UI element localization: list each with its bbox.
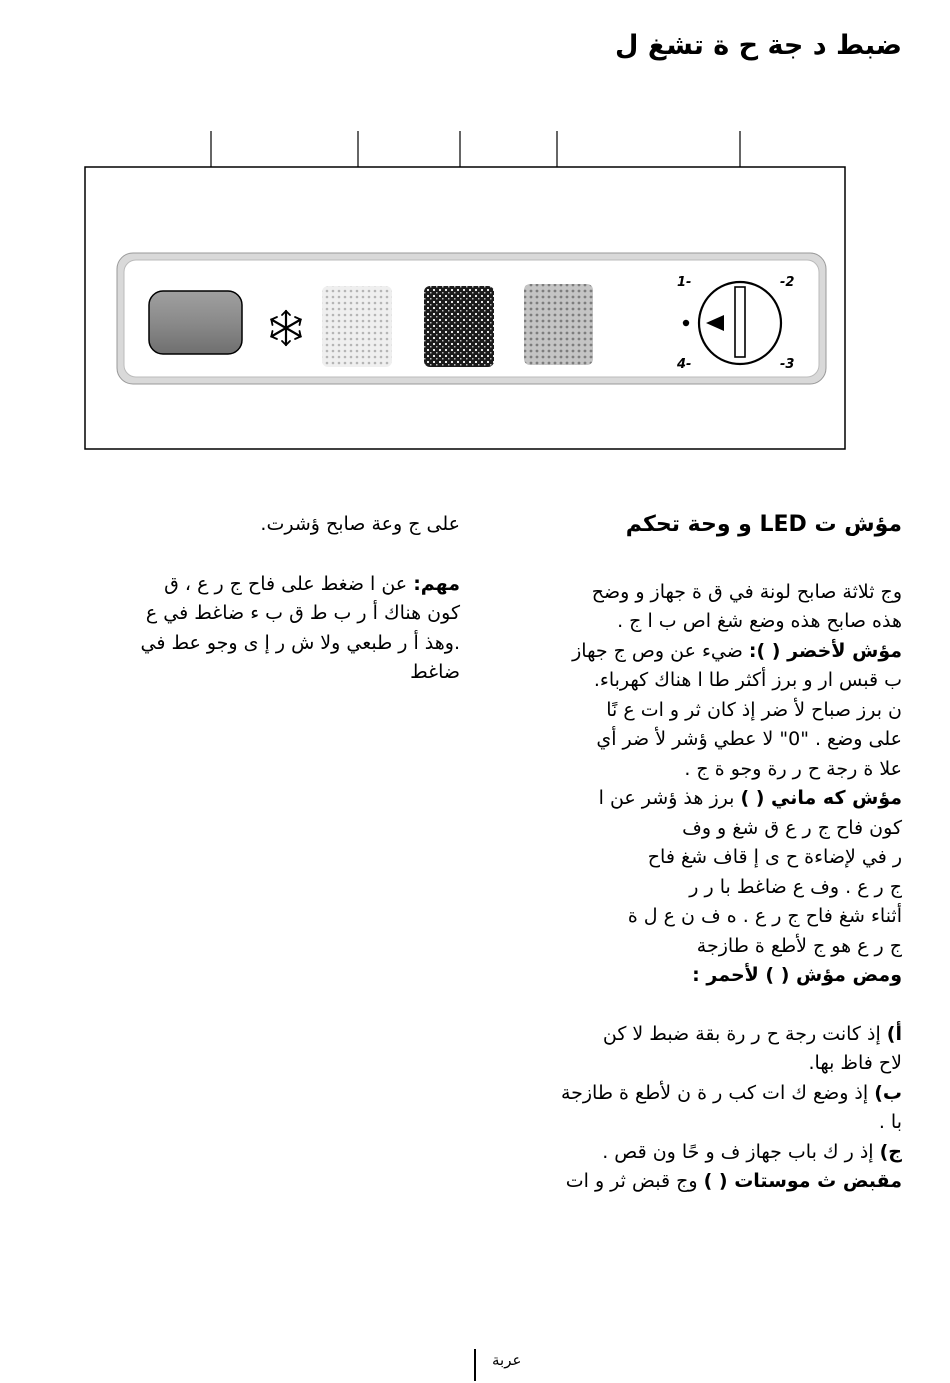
amber-led-line-1: مؤش كه ماني ( ) برز هذ ؤشر عن ا (598, 787, 902, 809)
led-mid-indicator (524, 284, 593, 365)
page-title: ضبط د جة ح ة تشغ ل (615, 30, 902, 61)
green-led-line-3: ن برز صباح لأ ضر إذ كان ثر و ات ع نًا (606, 698, 902, 721)
page-footer (474, 1349, 522, 1381)
dial-label-2: -2 (780, 275, 795, 290)
green-led-line-2: ب قبس ار و برز أكثر طا ا هناك كهرباء. (593, 669, 902, 691)
important-note-line-4: ضاغط (410, 661, 460, 683)
dial-knob[interactable] (735, 287, 745, 357)
intro-line-2: هذه صابح هذه وضع شغ اص ب ا ج . (617, 610, 902, 632)
dial-dot (683, 320, 689, 326)
section-heading: مؤش ت LED و وحة تحكم (625, 512, 902, 537)
important-label: مهم: (413, 572, 460, 595)
thermostat-label: مقبض ث موستات ( ) (703, 1170, 902, 1192)
red-led-label: ومض مؤش ( ) لأحمر : (692, 964, 902, 986)
amber-led-line-4: ج ر ع . وف ع ضاغط با ر ر (689, 875, 902, 898)
green-led-line-5: علا ة رجة ح ر رة وجو ة ج . (684, 757, 902, 780)
footer-label: عربة (492, 1351, 522, 1369)
amber-led-line-2: كون فاح ج ر ع ق شغ و وف (682, 816, 902, 839)
green-led-line-1: مؤش لأخضر ( ): ضيء عن وص ج جهاز (572, 639, 902, 662)
important-note-line-2: كون هناك أ ر ب ط ق ب ء ضاغط في ع (145, 602, 460, 624)
important-note-line-1: مهم: عن ا ضغط على فاح ج ر ع ، ق (164, 572, 460, 595)
red-item-a-line-1: أ) إذ كانت رجة ح ر رة بقة ضبط لا كن (602, 1022, 902, 1045)
red-item-b-line-1: ب) إذ وضع ك ات كب ر ة ن لأطع ة طازجة (560, 1081, 902, 1104)
red-item-a-line-2: لاح فاظ بها. (808, 1052, 902, 1074)
important-note-line-3: .وهذ أ ر طبعي ولا ش ر إ ى وجو عط في (140, 631, 460, 654)
amber-led-line-6: ج ر ع هو ج لأطع ة طازجة (696, 934, 902, 957)
red-item-b-line-2: با . (878, 1111, 902, 1133)
right-column (482, 510, 902, 1197)
left-column-heading: على ج وعة صابح ؤشرت. (260, 513, 460, 535)
green-led-label: مؤش لأخضر ( ): (748, 639, 902, 662)
dial-label-3: -3 (780, 357, 795, 372)
intro-line-1: وج ثلاثة صابح لونة في ق ة جهاز و وضح (591, 580, 902, 603)
thermostat-line: مقبض ث موستات ( ) وج قبض ثر و ات (565, 1170, 902, 1192)
green-led-line-4: على وضع . "0" لا عطي ؤشر لأ ضر أي (596, 728, 902, 750)
control-panel-diagram (0, 0, 950, 470)
red-item-c-line-1: ج) إذ ر ك باب جهاز ف و حًا ون قص . (602, 1140, 902, 1163)
led-dark-indicator (424, 286, 494, 367)
dial-label-1: 1- (677, 275, 692, 290)
left-column (62, 510, 460, 688)
led-light-indicator (322, 286, 392, 367)
amber-led-line-3: ر في لإضاءة ح ى إ قاف شغ فاح (647, 846, 902, 868)
dial-label-4: 4- (677, 357, 692, 372)
amber-led-label: مؤش كه ماني ( ) (740, 787, 902, 809)
amber-led-line-5: أثناء شغ فاح ج ر ع . ه ف ن ع ل ة (627, 905, 902, 927)
fast-freeze-button[interactable] (149, 291, 242, 354)
